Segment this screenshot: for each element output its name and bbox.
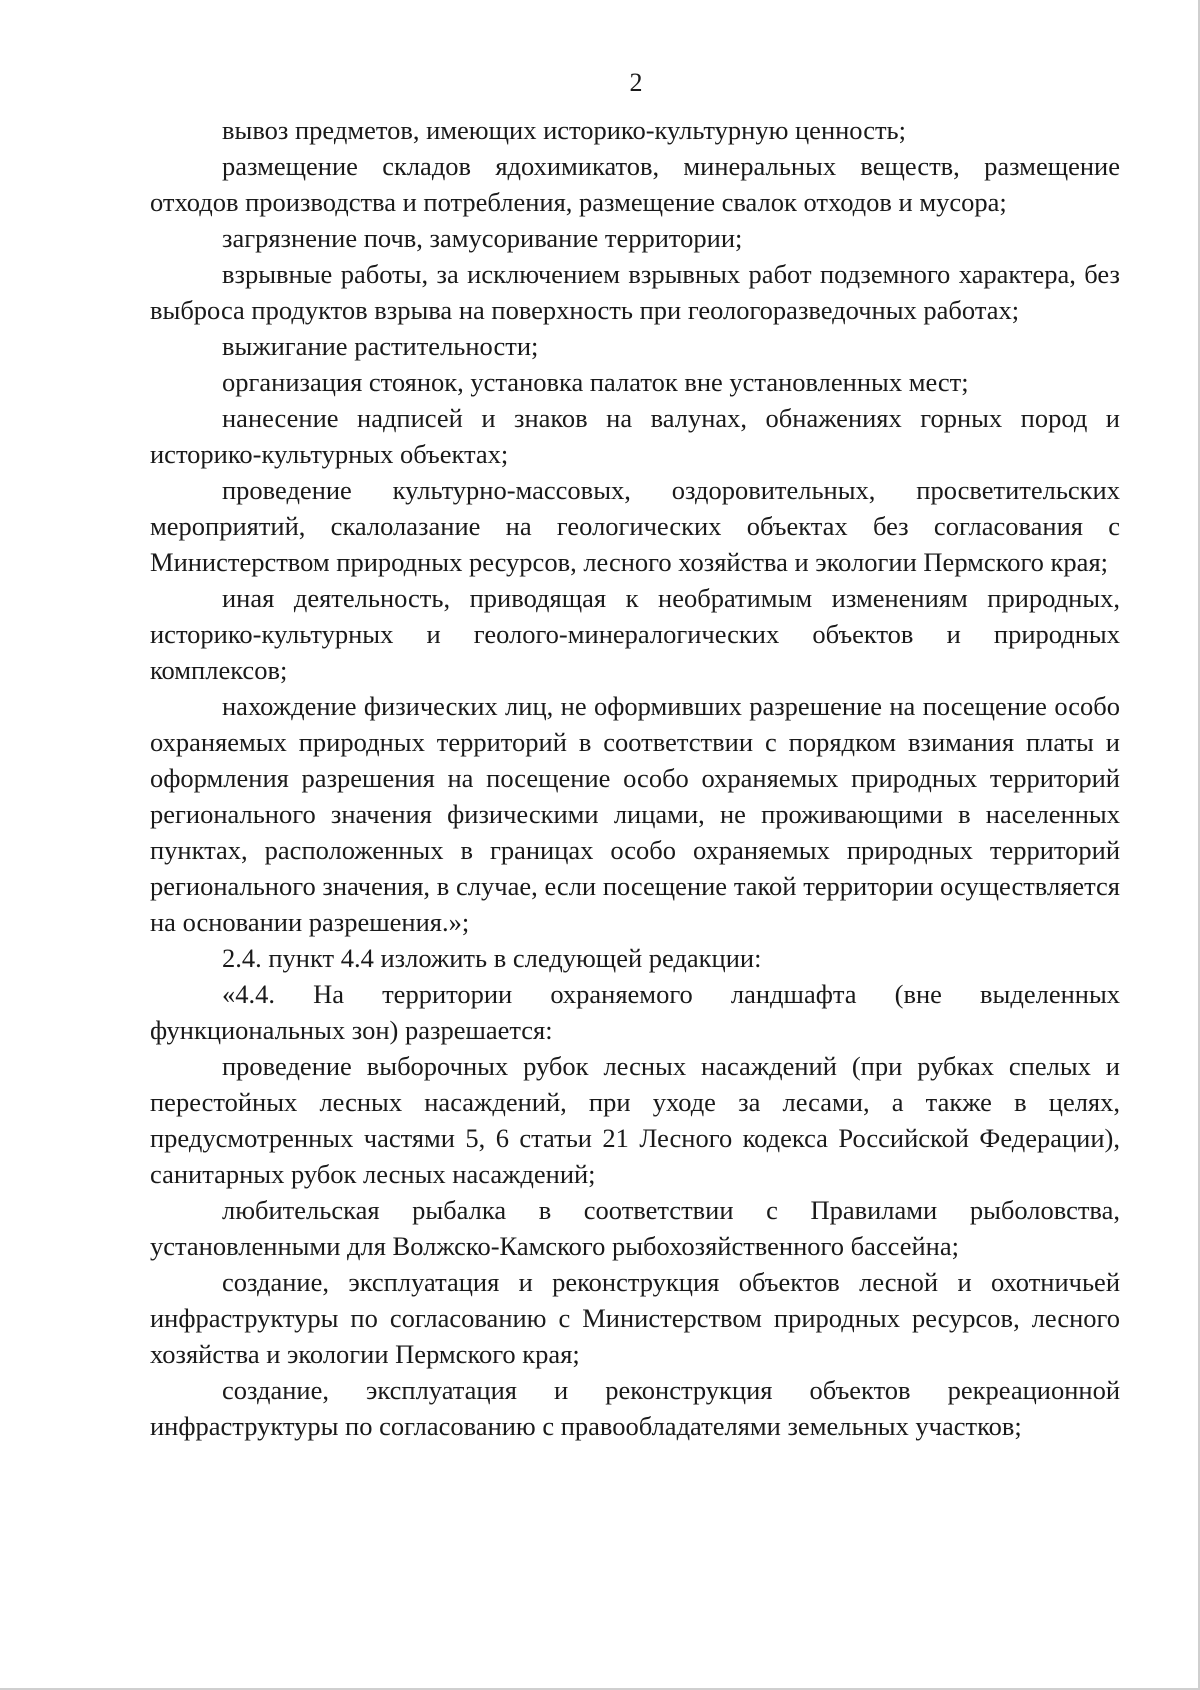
- document-body: [150, 112, 1120, 1444]
- paragraph: проведение культурно-массовых, оздоровительных, просветительских мероприятий, скалолазание на геологических объектах без согласования с Министерством природных ресурсов, лесного хозяйства и экологии Пермского края;: [150, 475, 1120, 577]
- paragraph: нанесение надписей и знаков на валунах, обнажениях горных пород и историко-культурных объектах;: [150, 403, 1120, 469]
- paragraph: взрывные работы, за исключением взрывных работ подземного характера, без выброса продуктов взрыва на поверхность при геологоразведочных работах;: [150, 259, 1120, 325]
- paragraph: организация стоянок, установка палаток вне установленных мест;: [222, 367, 969, 397]
- paragraph: любительская рыбалка в соответствии с Правилами рыболовства, установленными для Волжско-Камского рыбохозяйственного бассейна;: [150, 1195, 1120, 1261]
- paragraph: создание, эксплуатация и реконструкция объектов рекреационной инфраструктуры по согласованию с правообладателями земельных участков;: [150, 1375, 1120, 1441]
- page-number: 2: [629, 68, 643, 97]
- paragraph: выжигание растительности;: [222, 331, 539, 361]
- paragraph: создание, эксплуатация и реконструкция объектов лесной и охотничьей инфраструктуры по согласованию с Министерством природных ресурсов, лесного хозяйства и экологии Пермского края;: [150, 1267, 1120, 1369]
- paragraph: нахождение физических лиц, не оформивших разрешение на посещение особо охраняемых природных территорий в соответствии с порядком взимания платы и оформления разрешения на посещение особо охраняемых природных территорий регионального значения физическими лицами, не проживающими в населенных пунктах, расположенных в границах особо охраняемых природных территорий регионального значения, в случае, если посещение такой территории осуществляется на основании разрешения.»;: [150, 691, 1120, 937]
- paragraph: загрязнение почв, замусоривание территории;: [222, 223, 743, 253]
- paragraph: «4.4. На территории охраняемого ландшафта (вне выделенных функциональных зон) разрешается:: [150, 979, 1120, 1045]
- paragraph: проведение выборочных рубок лесных насаждений (при рубках спелых и перестойных лесных насаждений, при уходе за лесами, а также в целях, предусмотренных частями 5, 6 статьи 21 Лесного кодекса Российской Федерации), санитарных рубок лесных насаждений;: [150, 1051, 1120, 1189]
- paragraph: 2.4. пункт 4.4 изложить в следующей редакции:: [222, 943, 762, 973]
- paragraph: размещение складов ядохимикатов, минеральных веществ, размещение отходов производства и потребления, размещение свалок отходов и мусора;: [150, 151, 1120, 217]
- paragraph: вывоз предметов, имеющих историко-культурную ценность;: [222, 115, 907, 145]
- paragraph: иная деятельность, приводящая к необратимым изменениям природных, историко-культурных и геолого-минералогических объектов и природных комплексов;: [150, 583, 1120, 685]
